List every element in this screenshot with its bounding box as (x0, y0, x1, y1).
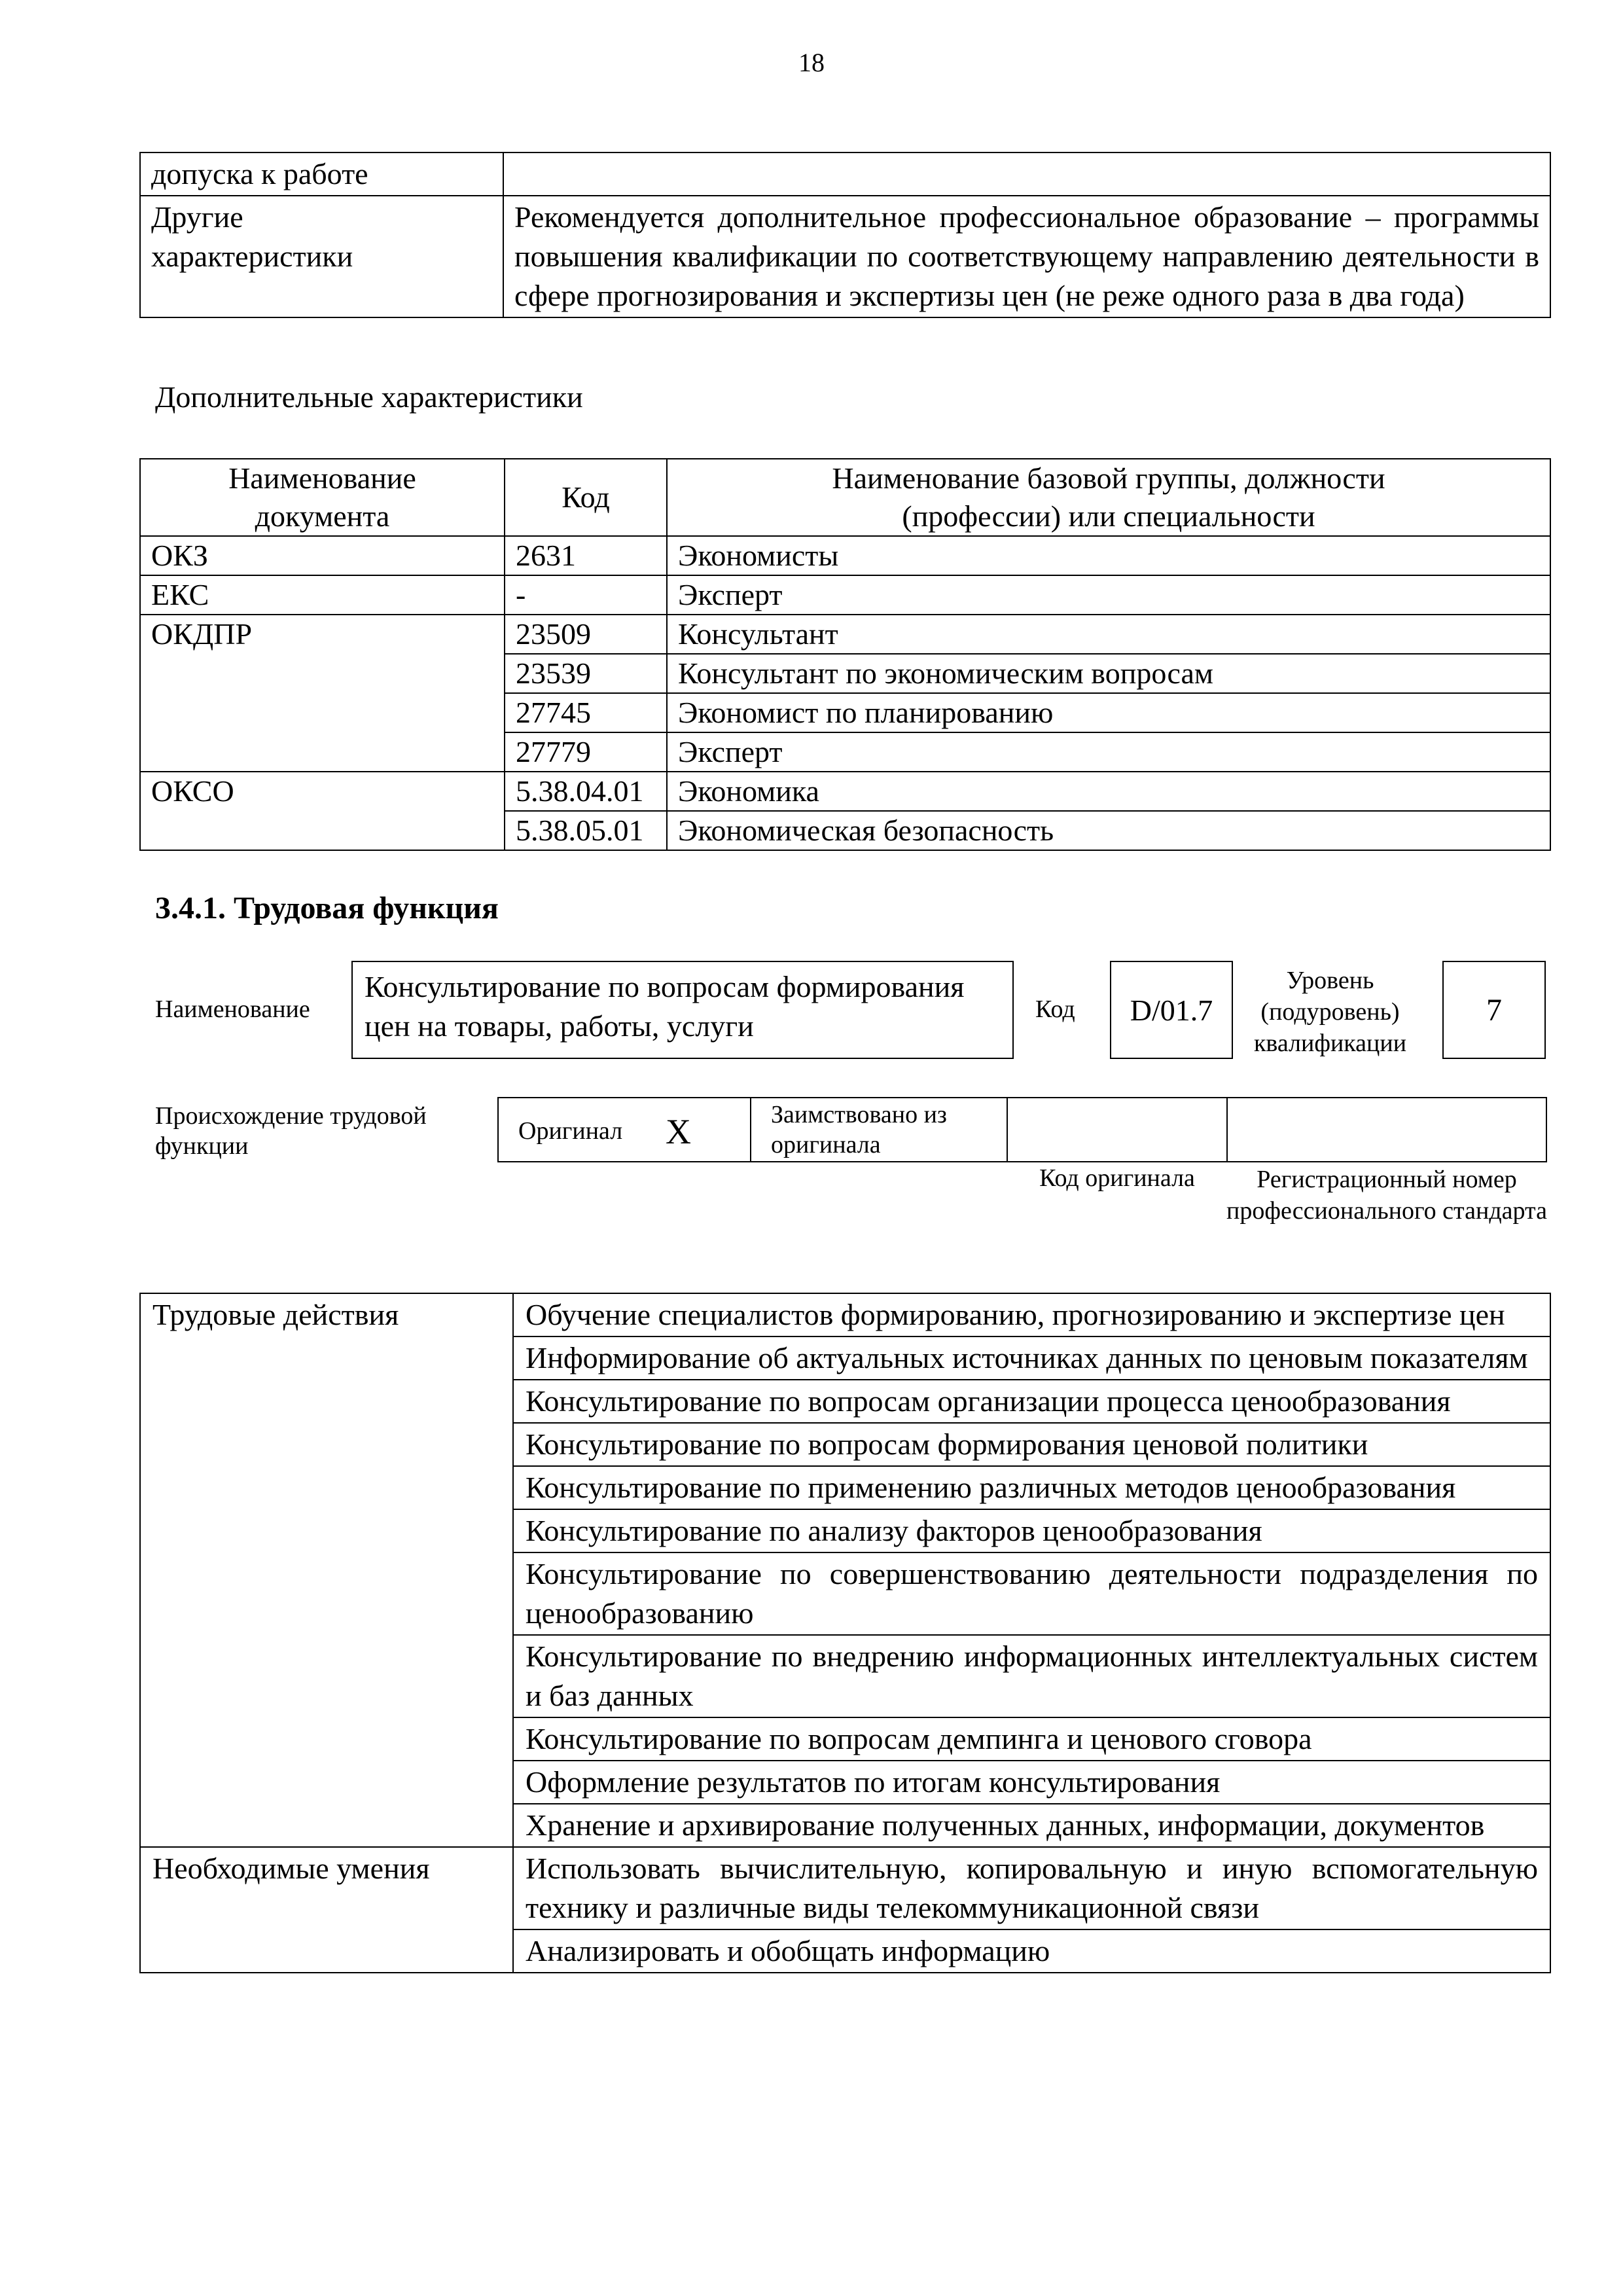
row-value: Рекомендуется дополнительное профессиональное образование – программы повышения квалификации по соответствующему направлению деятельности в сфере прогнозирования и экспертизы цен (не реже одного раза в два года) (503, 196, 1550, 317)
table-row (140, 1847, 1550, 1929)
reg-number-label: Регистрационный номер профессионального стандарта (1226, 1166, 1547, 1225)
cell-name: Экономика (667, 772, 1550, 811)
action-item: Хранение и архивирование полученных данных, информации, документов (513, 1804, 1550, 1847)
function-name-box: Консультирование по вопросам формирования цен на товары, работы, услуги (351, 961, 1014, 1059)
table-header-row (140, 459, 1550, 536)
cell-code: 27779 (505, 732, 667, 772)
header-name: Наименование базовой группы, должности (профессии) или специальности (667, 459, 1550, 536)
cell-name: Консультант по экономическим вопросам (667, 654, 1550, 693)
original-code-cell (1007, 1097, 1228, 1162)
action-item: Консультирование по применению различных методов ценообразования (513, 1466, 1550, 1509)
other-characteristics-label: Другие характеристики (151, 200, 353, 273)
table-row (140, 732, 1550, 772)
cell-name: Экономисты (667, 536, 1550, 575)
reg-number-cell (1226, 1097, 1547, 1162)
cell-code: 5.38.04.01 (505, 772, 667, 811)
cell-code: 23539 (505, 654, 667, 693)
cell-code: 5.38.05.01 (505, 811, 667, 850)
cell-doc (140, 654, 505, 693)
action-item: Консультирование по вопросам организации процесса ценообразования (513, 1380, 1550, 1423)
cell-code: 23509 (505, 615, 667, 654)
cell-code: - (505, 575, 667, 615)
table-row (140, 1293, 1550, 1336)
level-label: Уровень (подуровень) квалификации (1253, 967, 1407, 1057)
original-label: Оригинал (518, 1117, 623, 1145)
skill-item: Анализировать и обобщать информацию (513, 1929, 1550, 1973)
cell-doc: ОКСО (140, 772, 505, 811)
table-row (140, 152, 1550, 196)
table-row (140, 615, 1550, 654)
cell-doc: ОКДПР (140, 615, 505, 654)
code-label: Код (1035, 996, 1075, 1023)
original-cell (497, 1097, 751, 1162)
header-doc: Наименование документа (140, 459, 505, 536)
action-item: Консультирование по вопросам формирования ценовой политики (513, 1423, 1550, 1466)
function-code-box: D/01.7 (1110, 961, 1233, 1059)
action-item: Обучение специалистов формированию, прогнозированию и экспертизе цен (513, 1293, 1550, 1336)
cell-name: Экономист по планированию (667, 693, 1550, 732)
skill-item: Использовать вычислительную, копировальную и иную вспомогательную технику и различные виды телекоммуникационной связи (513, 1847, 1550, 1929)
table-row (140, 654, 1550, 693)
row-value (503, 152, 1550, 196)
row-label (140, 196, 503, 317)
table-row (140, 811, 1550, 850)
action-item: Консультирование по вопросам демпинга и ценового сговора (513, 1717, 1550, 1761)
cell-doc (140, 811, 505, 850)
table-row (140, 693, 1550, 732)
qualification-table (139, 152, 1551, 318)
cell-name: Эксперт (667, 732, 1550, 772)
action-item: Консультирование по совершенствованию деятельности подразделения по ценообразованию (513, 1552, 1550, 1635)
cell-doc: ОКЗ (140, 536, 505, 575)
action-item: Консультирование по анализу факторов ценообразования (513, 1509, 1550, 1552)
origin-label: Происхождение трудовой функции (155, 1102, 427, 1160)
borrowed-cell: Заимствовано из оригинала (750, 1097, 1008, 1162)
table-row (140, 536, 1550, 575)
page-number: 18 (798, 48, 825, 77)
additional-characteristics-title: Дополнительные характеристики (155, 380, 583, 414)
action-item: Консультирование по внедрению информационных интеллектуальных систем и баз данных (513, 1635, 1550, 1717)
action-item: Информирование об актуальных источниках данных по ценовым показателям (513, 1336, 1550, 1380)
header-code: Код (505, 459, 667, 536)
original-code-label: Код оригинала (1039, 1164, 1195, 1192)
table-row (140, 772, 1550, 811)
cell-doc (140, 732, 505, 772)
cell-name: Экономическая безопасность (667, 811, 1550, 850)
function-title: 3.4.1. Трудовая функция (155, 891, 499, 925)
cell-code: 27745 (505, 693, 667, 732)
cell-code: 2631 (505, 536, 667, 575)
row-label: допуска к работе (140, 152, 503, 196)
original-mark: X (666, 1112, 691, 1151)
actions-label: Трудовые действия (140, 1293, 513, 1847)
function-details-table (139, 1293, 1551, 1973)
name-label: Наименование (155, 996, 310, 1023)
table-row (140, 575, 1550, 615)
cell-name: Эксперт (667, 575, 1550, 615)
cell-doc (140, 693, 505, 732)
cell-name: Консультант (667, 615, 1550, 654)
cell-doc: ЕКС (140, 575, 505, 615)
action-item: Оформление результатов по итогам консультирования (513, 1761, 1550, 1804)
skills-label: Необходимые умения (140, 1847, 513, 1973)
level-value-box: 7 (1442, 961, 1546, 1059)
table-row (140, 196, 1550, 317)
additional-characteristics-table (139, 458, 1551, 851)
